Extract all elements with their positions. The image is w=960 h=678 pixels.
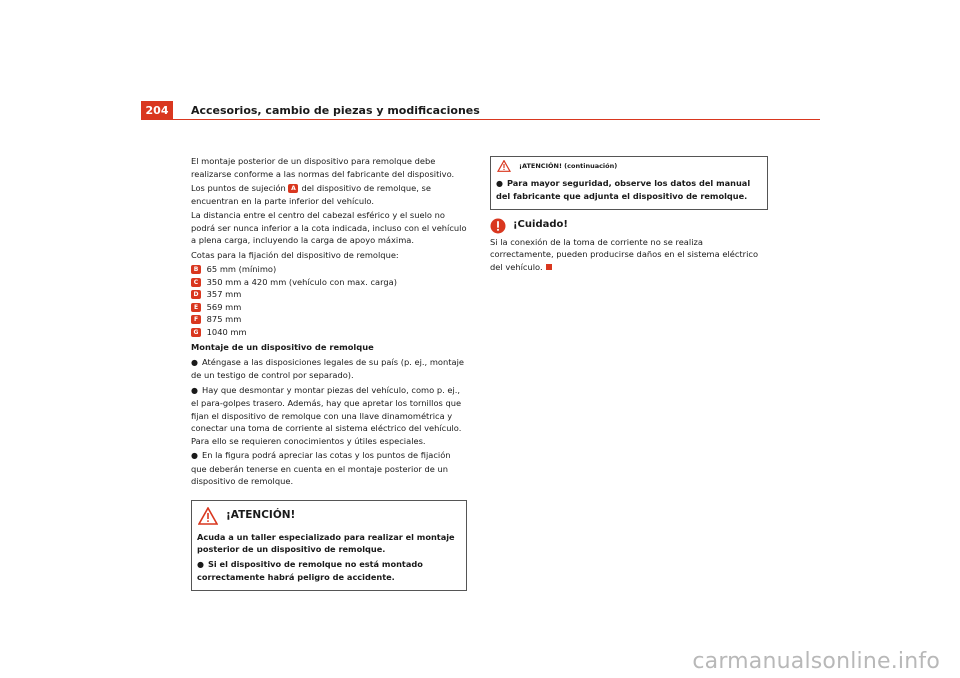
caution-exclamation-icon bbox=[490, 218, 506, 234]
dimension-value: 875 mm bbox=[206, 314, 242, 324]
dimension-row bbox=[191, 288, 467, 301]
warning-header bbox=[192, 501, 466, 529]
watermark: carmanualsonline.info bbox=[692, 649, 940, 674]
dimension-row bbox=[191, 301, 467, 314]
section-title: Montaje de un dispositivo de remolque bbox=[191, 342, 374, 352]
warning-title: ¡ATENCIÓN! bbox=[226, 509, 296, 522]
intro-paragraph: El montaje posterior de un dispositivo para remolque debe realizarse conforme a las normas del fabricante del dispositivo. bbox=[191, 156, 455, 179]
mounting-points-paragraph bbox=[191, 182, 467, 207]
warning-continued-bullet: ● Para mayor seguridad, observe los datos del manual del fabricante que adjunta el dispositivo de remolque. bbox=[496, 177, 762, 203]
caution-text: Si la conexión de la toma de corriente no se realiza correctamente, pueden producirse daños en el sistema eléctrico del vehículo. bbox=[490, 236, 759, 272]
warning-triangle-icon bbox=[198, 507, 218, 525]
caution-header bbox=[490, 218, 766, 234]
distance-paragraph: La distancia entre el centro del cabezal esférico y el suelo no podrá ser nunca inferior a la cota indicada, incluso con el vehículo a plena carga, incluyendo la carga de apoyo máxima. bbox=[191, 210, 467, 245]
dimension-value: 569 mm bbox=[206, 301, 242, 312]
marker-e: E bbox=[191, 303, 201, 312]
dimension-row bbox=[191, 326, 467, 339]
dimensions-list bbox=[191, 263, 467, 338]
page-title: Accesorios, cambio de piezas y modificaciones bbox=[191, 104, 480, 117]
end-of-section-mark bbox=[546, 264, 552, 270]
warning-box bbox=[191, 500, 467, 591]
dimension-value: 1040 mm bbox=[206, 326, 247, 337]
marker-d: D bbox=[191, 290, 201, 299]
dimension-row bbox=[191, 276, 467, 289]
warning-triangle-icon bbox=[497, 160, 511, 172]
left-column bbox=[191, 155, 467, 591]
dimension-row bbox=[191, 313, 467, 326]
marker-c: C bbox=[191, 278, 201, 287]
warning-text: Acuda a un taller especializado para realizar el montaje posterior de un dispositivo de remolque. bbox=[197, 531, 455, 554]
warning-continued-body bbox=[491, 175, 767, 209]
dimension-value: 357 mm bbox=[206, 289, 242, 299]
warning-continued-title: ¡ATENCIÓN! (continuación) bbox=[519, 162, 618, 170]
warning-continued-box bbox=[490, 156, 768, 210]
marker-b: B bbox=[191, 265, 201, 274]
caution-title: ¡Cuidado! bbox=[513, 219, 568, 231]
mounting-points-text-post: del dispositivo de remolque, se encuentran en la parte inferior del vehículo. bbox=[191, 183, 431, 206]
dimension-row bbox=[191, 263, 467, 276]
right-column bbox=[490, 156, 766, 275]
mounting-points-text-pre: Los puntos de sujeción bbox=[191, 183, 286, 193]
dimension-value: 350 mm a 420 mm (vehículo con max. carga) bbox=[206, 276, 397, 287]
marker-f: F bbox=[191, 315, 201, 324]
warning-bullet: ● Si el dispositivo de remolque no está montado correctamente habrá peligro de accidente. bbox=[197, 558, 461, 584]
warning-body bbox=[192, 529, 466, 590]
marker-g: G bbox=[191, 328, 201, 337]
caution-paragraph bbox=[490, 236, 766, 274]
warning-continued-header bbox=[491, 157, 767, 175]
dimensions-intro: Cotas para la fijación del dispositivo de remolque: bbox=[191, 249, 399, 260]
bullet-item: ● Hay que desmontar y montar piezas del vehículo, como p. ej., el para-golpes trasero. Además, hay que apretar los tornillos que fijan el dispositivo de remolque con una llave dinamométrica y conectar una toma de corriente al sistema eléctrico del vehículo. Para ello se requieren conocimientos y útiles especiales. bbox=[191, 384, 467, 448]
bullet-item: ● En la figura podrá apreciar las cotas y los puntos de fijación que deberán tenerse en cuenta en el montaje posterior de un dispositivo de remolque. bbox=[191, 449, 467, 488]
page-number: 204 bbox=[141, 101, 173, 120]
dimension-value: 65 mm (mínimo) bbox=[206, 264, 277, 274]
marker-a: A bbox=[288, 184, 298, 193]
bullet-item: ● Aténgase a las disposiciones legales de su país (p. ej., montaje de un testigo de control por separado). bbox=[191, 356, 467, 382]
header-rule bbox=[173, 119, 820, 120]
